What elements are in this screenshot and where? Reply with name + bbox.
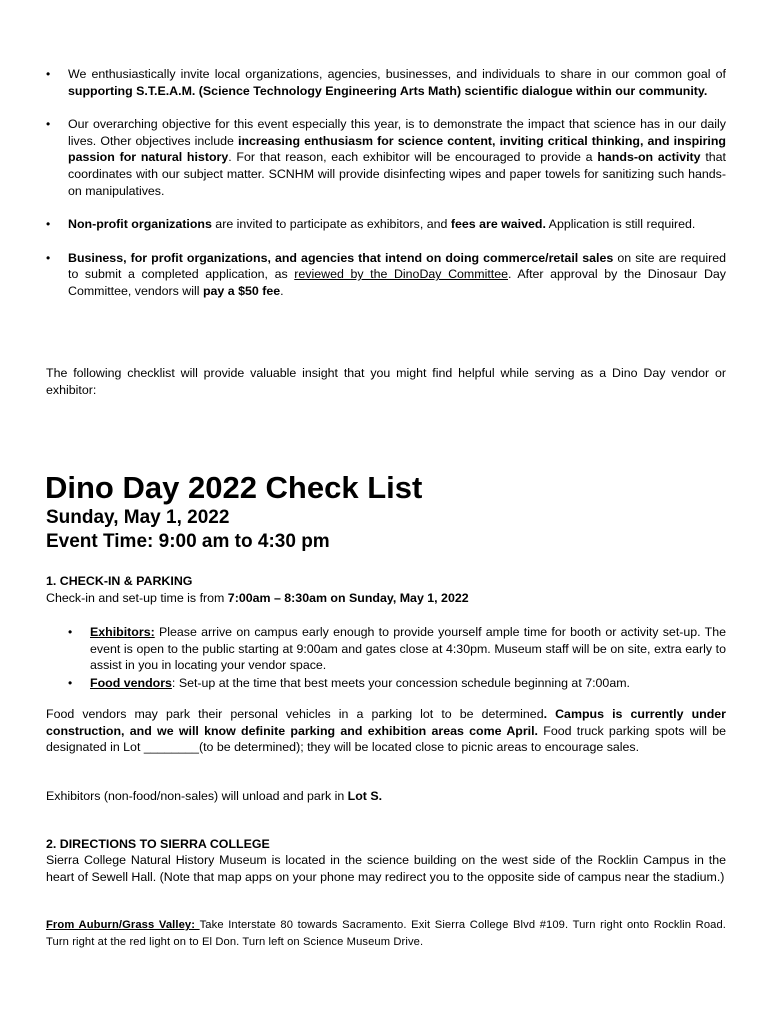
from-auburn-text: Take Interstate 80 towards Sacramento. Exit Sierra College Blvd #109. Turn right onto Rocklin Road. Turn right at the red light on to El Don. Turn left on Science Museum Drive.: [46, 919, 727, 948]
bullet-bold-text: fees are waived.: [450, 217, 546, 232]
bullet-bold-text: hands-on activity: [597, 150, 701, 165]
bullet-icon: •: [68, 625, 73, 639]
bullet-underlined-text: reviewed by the DinoDay Committee: [294, 267, 508, 282]
bullet-text: are invited to participate as exhibitors, and: [211, 217, 451, 232]
parking-text: Food vendors may park their personal vehicles in a parking lot to be determined: [46, 707, 544, 721]
exhibitor-parking-label: Exhibitors (non-food/non-sales) will unload and park in: [46, 789, 348, 803]
bullet-icon: •: [46, 250, 51, 265]
bullet-item-food-vendors: [68, 675, 726, 692]
bullet-text: . For that reason, each exhibitor will be encouraged to provide a: [228, 150, 598, 165]
exhibitors-text: Please arrive on campus early enough to provide yourself ample time for booth or activity set-up. The event is open to the public starting at 9:00am and gates close at 4:30pm. Museum staff will be on site, extra early to assist in you in locating your vendor space.: [90, 625, 726, 673]
bullet-text: .: [280, 283, 284, 298]
bullet-item-steam: [46, 66, 726, 99]
checkin-bullet-list: [68, 624, 726, 692]
food-vendors-sep: :: [171, 675, 176, 690]
bullet-item-exhibitors: [68, 624, 726, 674]
checklist-intro: The following checklist will provide valuable insight that you might find helpful while serving as a Dino Day vendor or exhibitor:: [46, 366, 726, 397]
bullet-bold-text: Non-profit organizations: [68, 217, 212, 232]
food-vendors-label: Food vendors: [90, 675, 172, 690]
bullet-icon: •: [46, 67, 51, 81]
bullet-icon: •: [46, 217, 51, 232]
bullet-bold-text: increasing enthusiasm for science content, inviting critical thinking, and inspiring passion for natural history: [68, 133, 726, 165]
bullet-bold-text: Business, for profit organizations, and agencies that intend on doing commerce/retail sales: [68, 250, 614, 265]
section-heading-directions: 2. DIRECTIONS TO SIERRA COLLEGE: [46, 837, 270, 851]
bullet-item-objective: [46, 116, 726, 199]
bullet-item-business: [46, 250, 726, 300]
bullet-text: We enthusiastically invite local organizations, agencies, businesses, and individuals to share in our common goal of: [68, 67, 726, 81]
food-vendors-text: Set-up at the time that best meets your concession schedule beginning at 7:00am.: [175, 675, 630, 690]
checkin-label: Check-in and set-up time is from: [46, 591, 228, 605]
bullet-text: Our overarching objective for this event especially this year, is to demonstrate the impact that science has in our daily lives. Other objectives include: [68, 117, 726, 148]
section-heading-checkin: 1. CHECK-IN & PARKING: [46, 574, 193, 588]
directions-from-auburn: [46, 917, 726, 950]
bullet-text: on site are required to submit a completed application, as: [68, 250, 726, 282]
food-vendor-parking-text: [46, 706, 726, 756]
bullet-text: Application is still required.: [545, 217, 696, 232]
bullet-text: that coordinates with our subject matter. SCNHM will provide disinfecting wipes and paper towels for sanitizing such hands-on manipulatives.: [68, 150, 726, 198]
parking-bold-text: . Campus is currently under construction, and we will know definite parking and exhibition areas come April.: [46, 707, 727, 738]
bullet-icon: •: [46, 117, 51, 132]
from-auburn-label: From Auburn/Grass Valley:: [46, 919, 200, 931]
bullet-item-nonprofit: [46, 216, 726, 233]
page-title: Dino Day 2022 Check List: [45, 470, 423, 505]
checkin-time-text: [46, 590, 726, 607]
event-time: Event Time: 9:00 am to 4:30 pm: [46, 531, 330, 552]
exhibitors-label: Exhibitors:: [90, 625, 155, 639]
bullet-bold-text: pay a $50 fee: [202, 283, 281, 298]
checkin-time-value: 7:00am – 8:30am on Sunday, May 1, 2022: [227, 591, 469, 605]
intro-bullet-list: [46, 66, 726, 317]
event-date: Sunday, May 1, 2022: [46, 507, 230, 528]
directions-text: Sierra College Natural History Museum is located in the science building on the west side of the Rocklin Campus in the heart of Sewell Hall. (Note that map apps on your phone may redirect you to the opposite side of campus near the stadium.): [46, 853, 726, 884]
bullet-bold-text: supporting S.T.E.A.M. (Science Technology Engineering Arts Math) scientific dialogue within our community.: [68, 83, 708, 98]
exhibitor-parking-text: [46, 788, 726, 805]
exhibitor-parking-lot: Lot S.: [347, 789, 383, 803]
bullet-text: . After approval by the Dinosaur Day Committee, vendors will: [68, 267, 726, 298]
bullet-icon: •: [68, 675, 73, 690]
parking-text-2: Food truck parking spots will be designated in Lot ________(to be determined); they will be located close to picnic areas to encourage sales.: [46, 723, 727, 755]
